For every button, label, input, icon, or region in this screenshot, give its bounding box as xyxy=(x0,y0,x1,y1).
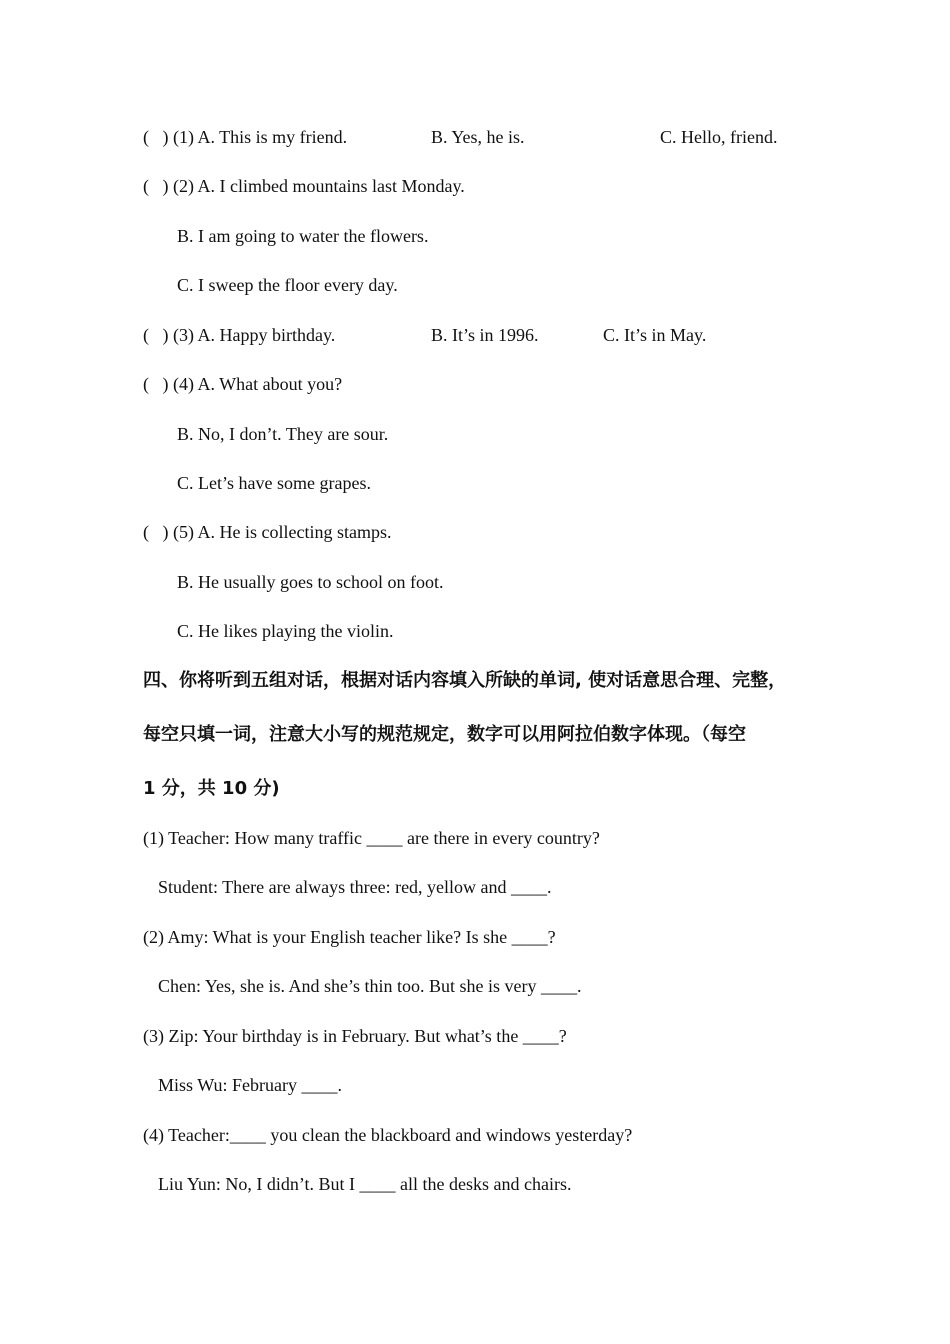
dialogue3-miss-wu: Miss Wu: February ____. xyxy=(158,1075,342,1095)
q2-option-c: C. I sweep the floor every day. xyxy=(177,275,398,295)
dialogue4-liu-yun: Liu Yun: No, I didn’t. But I ____ all the desks and chairs. xyxy=(158,1174,572,1194)
q1-option-b: B. Yes, he is. xyxy=(431,127,525,147)
q3-option-a: ( ) (3) A. Happy birthday. xyxy=(143,325,336,345)
q5-option-b: B. He usually goes to school on foot. xyxy=(177,572,444,592)
dialogue4-teacher: (4) Teacher:____ you clean the blackboard and windows yesterday? xyxy=(143,1125,633,1145)
dialogue2-chen: Chen: Yes, she is. And she’s thin too. But she is very ____. xyxy=(158,976,582,996)
q1-option-a: ( ) (1) A. This is my friend. xyxy=(143,127,348,147)
dialogue3-zip: (3) Zip: Your birthday is in February. But what’s the ____? xyxy=(143,1026,567,1046)
q5-option-c: C. He likes playing the violin. xyxy=(177,621,394,641)
dialogue1-teacher: (1) Teacher: How many traffic ____ are there in every country? xyxy=(143,828,600,848)
section4-heading-line3: 1 分，共 10 分) xyxy=(143,778,280,799)
q4-option-c: C. Let’s have some grapes. xyxy=(177,473,371,493)
q4-option-b: B. No, I don’t. They are sour. xyxy=(177,424,389,444)
q2-option-b: B. I am going to water the flowers. xyxy=(177,226,429,246)
q5-option-a: ( ) (5) A. He is collecting stamps. xyxy=(143,522,392,542)
section4-heading-line2: 每空只填一词，注意大小写的规范规定，数字可以用阿拉伯数字体现。（每空 xyxy=(143,724,746,745)
q4-option-a: ( ) (4) A. What about you? xyxy=(143,374,343,394)
q3-option-c: C. It’s in May. xyxy=(603,325,707,345)
q3-option-b: B. It’s in 1996. xyxy=(431,325,539,345)
dialogue2-amy: (2) Amy: What is your English teacher like? Is she ____? xyxy=(143,927,556,947)
dialogue1-student: Student: There are always three: red, yellow and ____. xyxy=(158,877,552,897)
section4-heading-line1: 四、你将听到五组对话，根据对话内容填入所缺的单词, 使对话意思合理、完整， xyxy=(143,670,787,691)
q1-option-c: C. Hello, friend. xyxy=(660,127,778,147)
q2-option-a: ( ) (2) A. I climbed mountains last Monday. xyxy=(143,176,465,196)
